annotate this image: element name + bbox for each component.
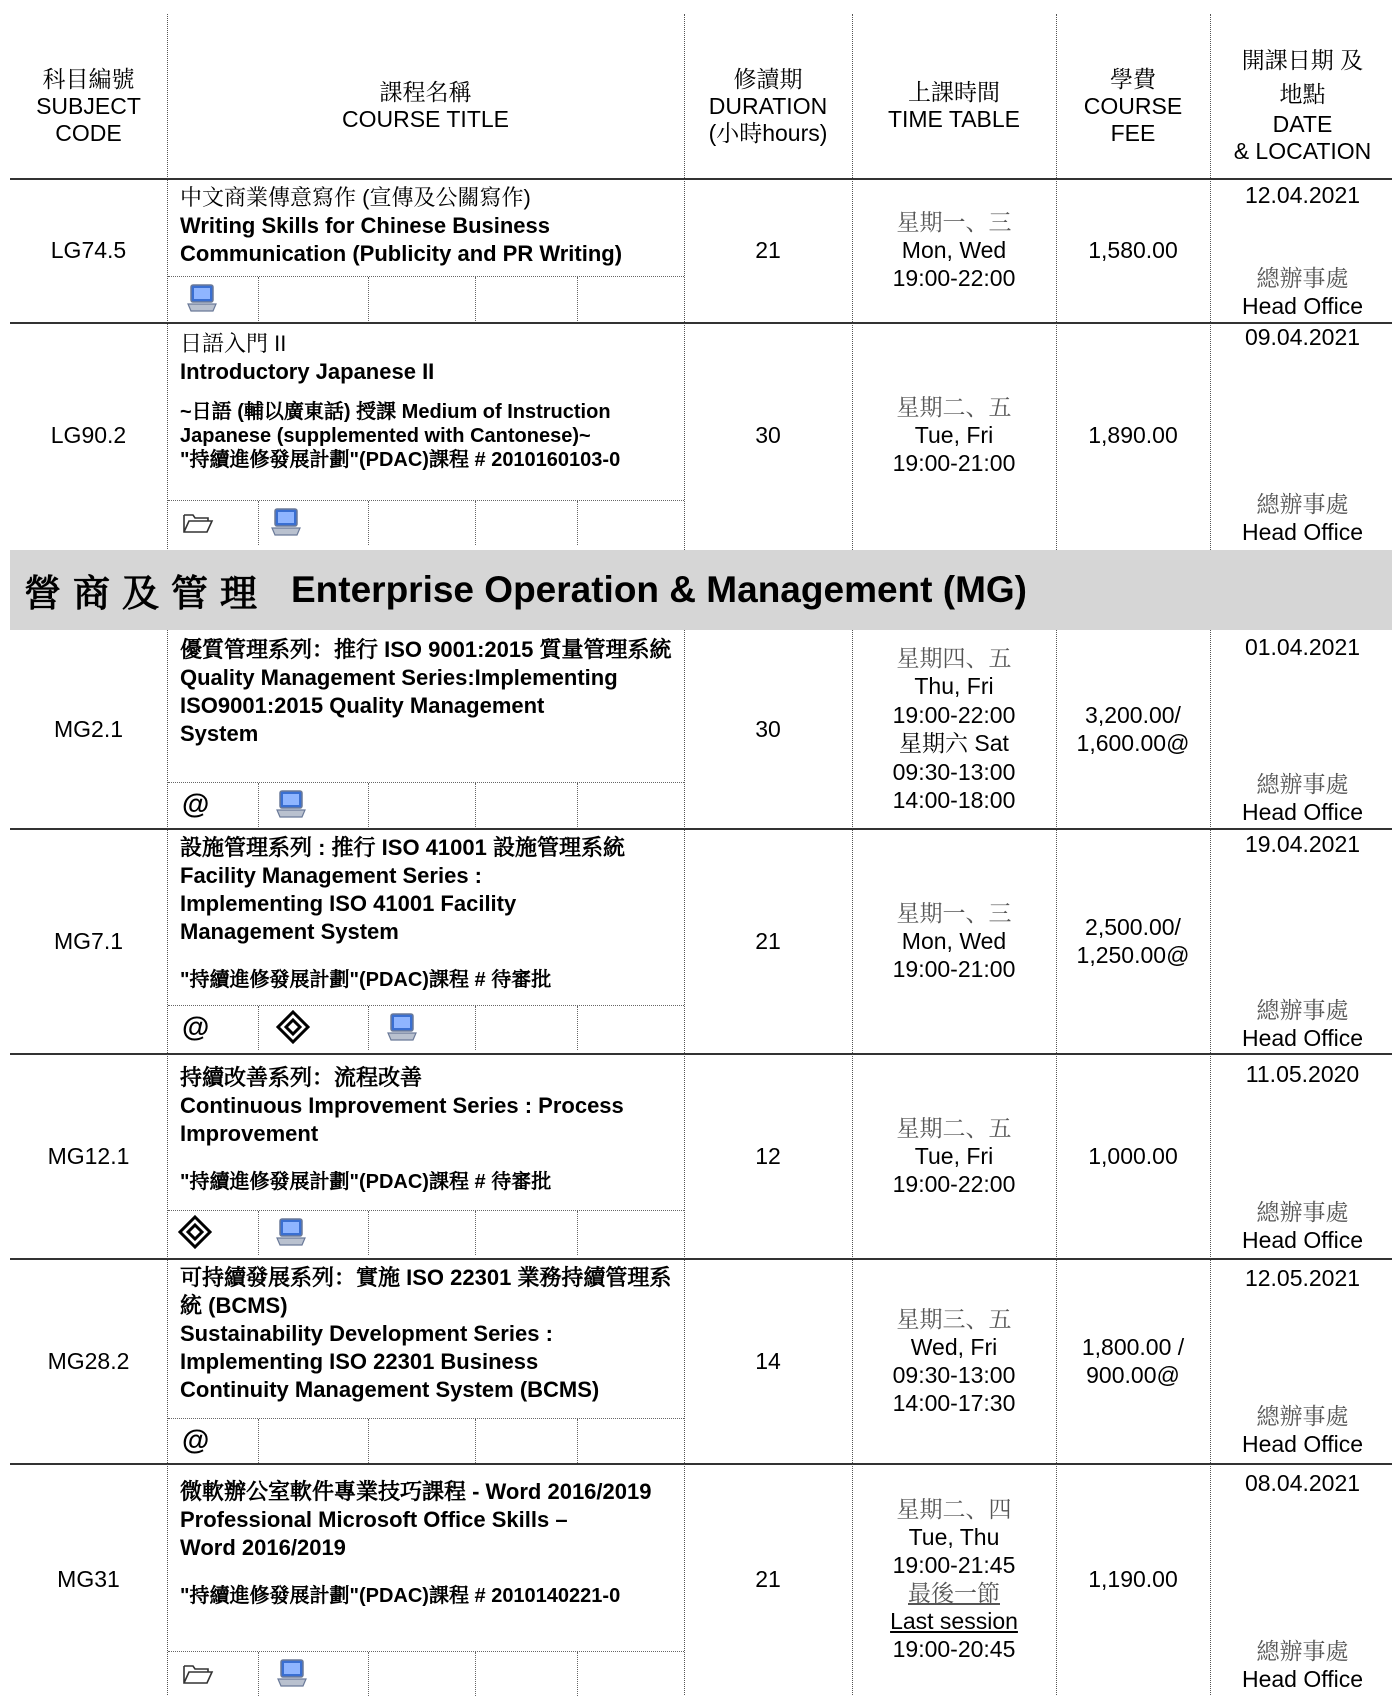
- laptop-icon: [186, 281, 218, 315]
- icon-row: [168, 1210, 684, 1255]
- course-fee: 1,580.00: [1088, 237, 1178, 263]
- laptop-icon: [276, 1656, 308, 1690]
- header-duration: 修讀期 DURATION (小時hours): [708, 65, 828, 146]
- location: 總辦事處 Head Office: [1241, 491, 1364, 545]
- diamond-icon: [276, 1010, 310, 1044]
- header-title: 課程名稱 COURSE TITLE: [342, 79, 509, 132]
- duration: 14: [755, 1347, 781, 1374]
- start-date: 11.05.2020: [1245, 1061, 1360, 1087]
- folder-icon: [182, 1656, 214, 1690]
- header-fee: 學費 COURSE FEE: [1083, 65, 1183, 146]
- start-date: 09.04.2021: [1244, 324, 1361, 350]
- course-fee: 2,500.00/ 1,250.00@: [1076, 913, 1190, 968]
- location: 總辦事處 Head Office: [1241, 1403, 1364, 1457]
- icon-row: [168, 1651, 684, 1696]
- location: 總辦事處 Head Office: [1241, 771, 1364, 825]
- subject-code: LG90.2: [50, 422, 127, 448]
- subject-code: LG74.5: [50, 237, 127, 263]
- location: 總辦事處 Head Office: [1241, 997, 1364, 1051]
- start-date: 12.05.2021: [1244, 1265, 1361, 1291]
- subject-code: MG7.1: [53, 927, 124, 954]
- duration: 30: [755, 716, 781, 742]
- course-fee: 3,200.00/ 1,600.00@: [1076, 702, 1190, 756]
- start-date: 08.04.2021: [1244, 1470, 1361, 1496]
- duration: 21: [755, 927, 781, 954]
- course-fee: 1,190.00: [1088, 1566, 1178, 1592]
- course-title: 持續改善系列：流程改善 Continuous Improvement Series : Process Improvement "持續進修發展計劃"(PDAC)課程 # 待審批: [180, 1065, 624, 1193]
- start-date: 01.04.2021: [1244, 634, 1361, 660]
- header-date: 開課日期 及 地點 DATE & LOCATION: [1233, 47, 1372, 164]
- header-time: 上課時間 TIME TABLE: [887, 79, 1021, 132]
- duration: 12: [755, 1142, 781, 1169]
- diamond-icon: [178, 1215, 212, 1249]
- timetable: 星期三、五 Wed, Fri 09:30-13:00 14:00-17:30: [892, 1305, 1016, 1416]
- laptop-icon: [275, 787, 307, 821]
- course-title: 設施管理系列 : 推行 ISO 41001 設施管理系統 Facility Management Series : Implementing ISO 41001 Facility Management System "持續進修發展計劃"(PDAC)課程 # 待審批: [180, 835, 625, 991]
- location: 總辦事處 Head Office: [1241, 1638, 1364, 1692]
- timetable: 星期四、五 Thu, Fri 19:00-22:00 星期六 Sat 09:30-13:00 14:00-18:00: [892, 644, 1016, 813]
- laptop-icon: [386, 1010, 418, 1044]
- timetable: 星期一、三 Mon, Wed 19:00-21:00: [892, 899, 1016, 982]
- subject-code: MG28.2: [47, 1347, 130, 1374]
- icon-row: [168, 1418, 684, 1463]
- laptop-icon: [275, 1215, 307, 1249]
- course-fee: 1,800.00 / 900.00@: [1081, 1333, 1185, 1388]
- subject-code: MG12.1: [47, 1142, 130, 1169]
- timetable: 星期二、五 Tue, Fri 19:00-22:00: [892, 1114, 1016, 1197]
- timetable: 星期二、五 Tue, Fri 19:00-21:00: [892, 394, 1016, 476]
- icon-row: [168, 276, 684, 321]
- course-fee: 1,890.00: [1088, 422, 1178, 448]
- duration: 30: [755, 422, 781, 448]
- course-title: 可持續發展系列：實施 ISO 22301 業務持續管理系統 (BCMS) Sustainability Development Series : Implementing ISO 22301 Business Continuity Management System (BCMS): [180, 1265, 672, 1402]
- section-header: 營商及管理 Enterprise Operation & Management (MG): [10, 550, 1392, 630]
- icon-row: [168, 782, 684, 827]
- at-icon: @: [182, 1011, 210, 1042]
- header-code: 科目編號 SUBJECT CODE: [36, 65, 141, 146]
- course-title: 優質管理系列：推行 ISO 9001:2015 質量管理系統 Quality Management Series:Implementing ISO9001:2015 Quality Management System: [180, 637, 672, 746]
- subject-code: MG2.1: [53, 716, 124, 742]
- course-title: 中文商業傳意寫作 (宣傳及公關寫作) Writing Skills for Chinese Business Communication (Publicity and PR Writing): [180, 185, 623, 266]
- course-fee: 1,000.00: [1088, 1142, 1178, 1169]
- location: 總辦事處 Head Office: [1241, 265, 1364, 319]
- timetable: 星期二、四 Tue, Thu 19:00-21:45 最後一節 Last session 19:00-20:45: [890, 1496, 1018, 1662]
- timetable: 星期一、三 Mon, Wed 19:00-22:00: [892, 209, 1016, 291]
- folder-icon: [182, 505, 214, 539]
- subject-code: MG31: [57, 1566, 120, 1592]
- duration: 21: [755, 1566, 781, 1592]
- icon-row: [168, 500, 684, 545]
- start-date: 19.04.2021: [1244, 831, 1361, 857]
- icon-row: [168, 1005, 684, 1050]
- start-date: 12.04.2021: [1244, 182, 1361, 208]
- at-icon: @: [182, 1424, 210, 1455]
- location: 總辦事處 Head Office: [1241, 1199, 1364, 1253]
- duration: 21: [755, 237, 781, 263]
- at-icon: @: [182, 788, 210, 819]
- laptop-icon: [270, 505, 302, 539]
- course-title: 微軟辦公室軟件專業技巧課程 - Word 2016/2019 Professional Microsoft Office Skills – Word 2016/2019 "持續進修發展計劃"(PDAC)課程 # 2010140221-0: [180, 1479, 652, 1607]
- course-title: 日語入門 II Introductory Japanese II ~日語 (輔以廣東話) 授課 Medium of Instruction Japanese (supplemented with Cantonese)~ "持續進修發展計劃"(PDAC)課程 # 2010160103-0: [180, 331, 621, 471]
